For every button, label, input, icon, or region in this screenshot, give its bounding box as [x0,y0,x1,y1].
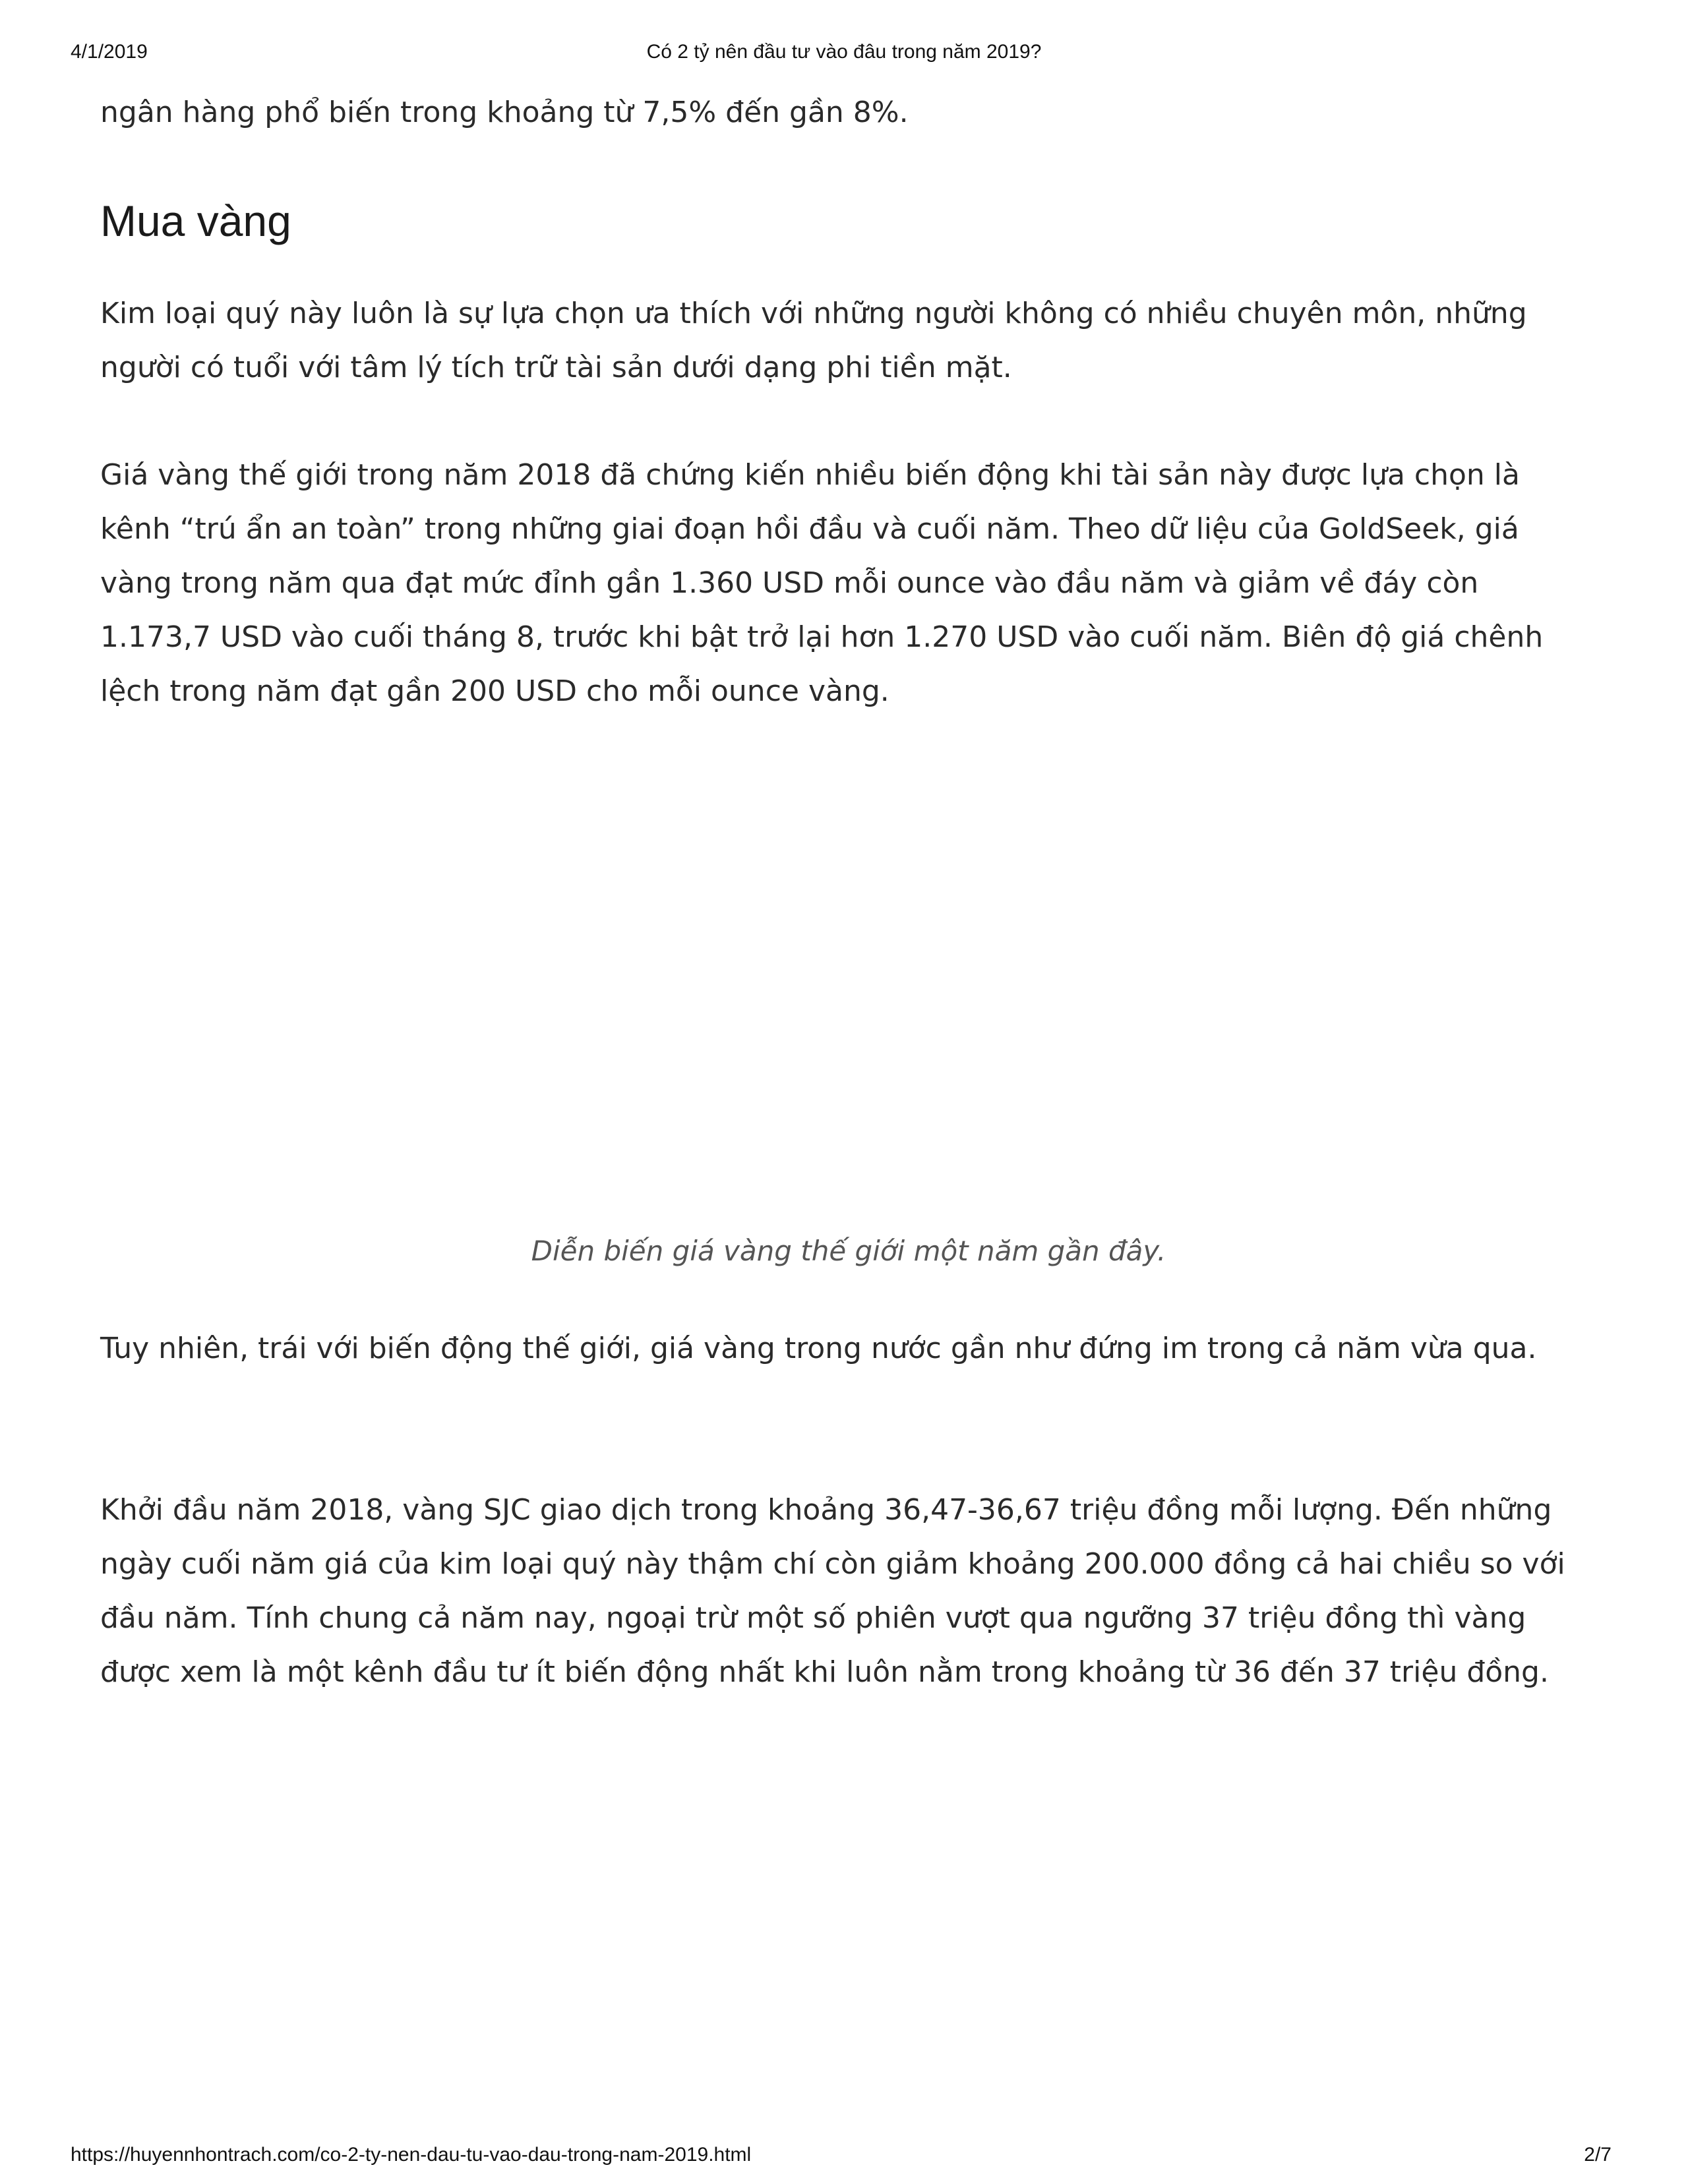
print-date: 4/1/2019 [71,41,148,63]
paragraph: Giá vàng thế giới trong năm 2018 đã chứng kiến nhiều biến động khi tài sản này được lựa chọn là kênh “trú ẩn an toàn” trong những giai đoạn hồi đầu và cuối năm. Theo dữ liệu của GoldSeek, giá vàng trong năm qua đạt mức đỉnh gần 1.360 USD mỗi ounce vào đầu năm và giảm về đáy còn 1.173,7 USD vào cuối tháng 8, trước khi bật trở lại hơn 1.270 USD vào cuối năm. Biên độ giá chênh lệch trong năm đạt gần 200 USD cho mỗi ounce vàng. [100,458,1544,708]
print-footer [0,2144,1688,2170]
paragraph: Khởi đầu năm 2018, vàng SJC giao dịch trong khoảng 36,47-36,67 triệu đồng mỗi lượng. Đến những ngày cuối năm giá của kim loại quý này thậm chí còn giảm khoảng 200.000 đồng cả hai chiều so với đầu năm. Tính chung cả năm nay, ngoại trừ một số phiên vượt qua ngưỡng 37 triệu đồng thì vàng được xem là một kênh đầu tư ít biến động nhất khi luôn nằm trong khoảng từ 36 đến 37 triệu đồng. [100,1493,1565,1689]
print-header [0,41,1688,67]
page-number: 2/7 [1584,2144,1612,2166]
figure-placeholder [100,719,1597,1233]
page-url: https://huyennhontrach.com/co-2-ty-nen-dau-tu-vao-dau-trong-nam-2019.html [71,2144,752,2166]
paragraph: Tuy nhiên, trái với biến động thế giới, giá vàng trong nước gần như đứng im trong cả năm vừa qua. [100,1332,1537,1365]
paragraph-intro-tail: ngân hàng phổ biến trong khoảng từ 7,5% đến gần 8%. [100,96,909,129]
paragraph: Kim loại quý này luôn là sự lựa chọn ưa thích với những người không có nhiều chuyên môn, những người có tuổi với tâm lý tích trữ tài sản dưới dạng phi tiền mặt. [100,297,1527,384]
print-page-title: Có 2 tỷ nên đầu tư vào đâu trong năm 2019? [646,41,1042,63]
figure-caption: Diễn biến giá vàng thế giới một năm gần đây. [531,1235,1166,1267]
section-heading: Mua vàng [100,196,291,245]
